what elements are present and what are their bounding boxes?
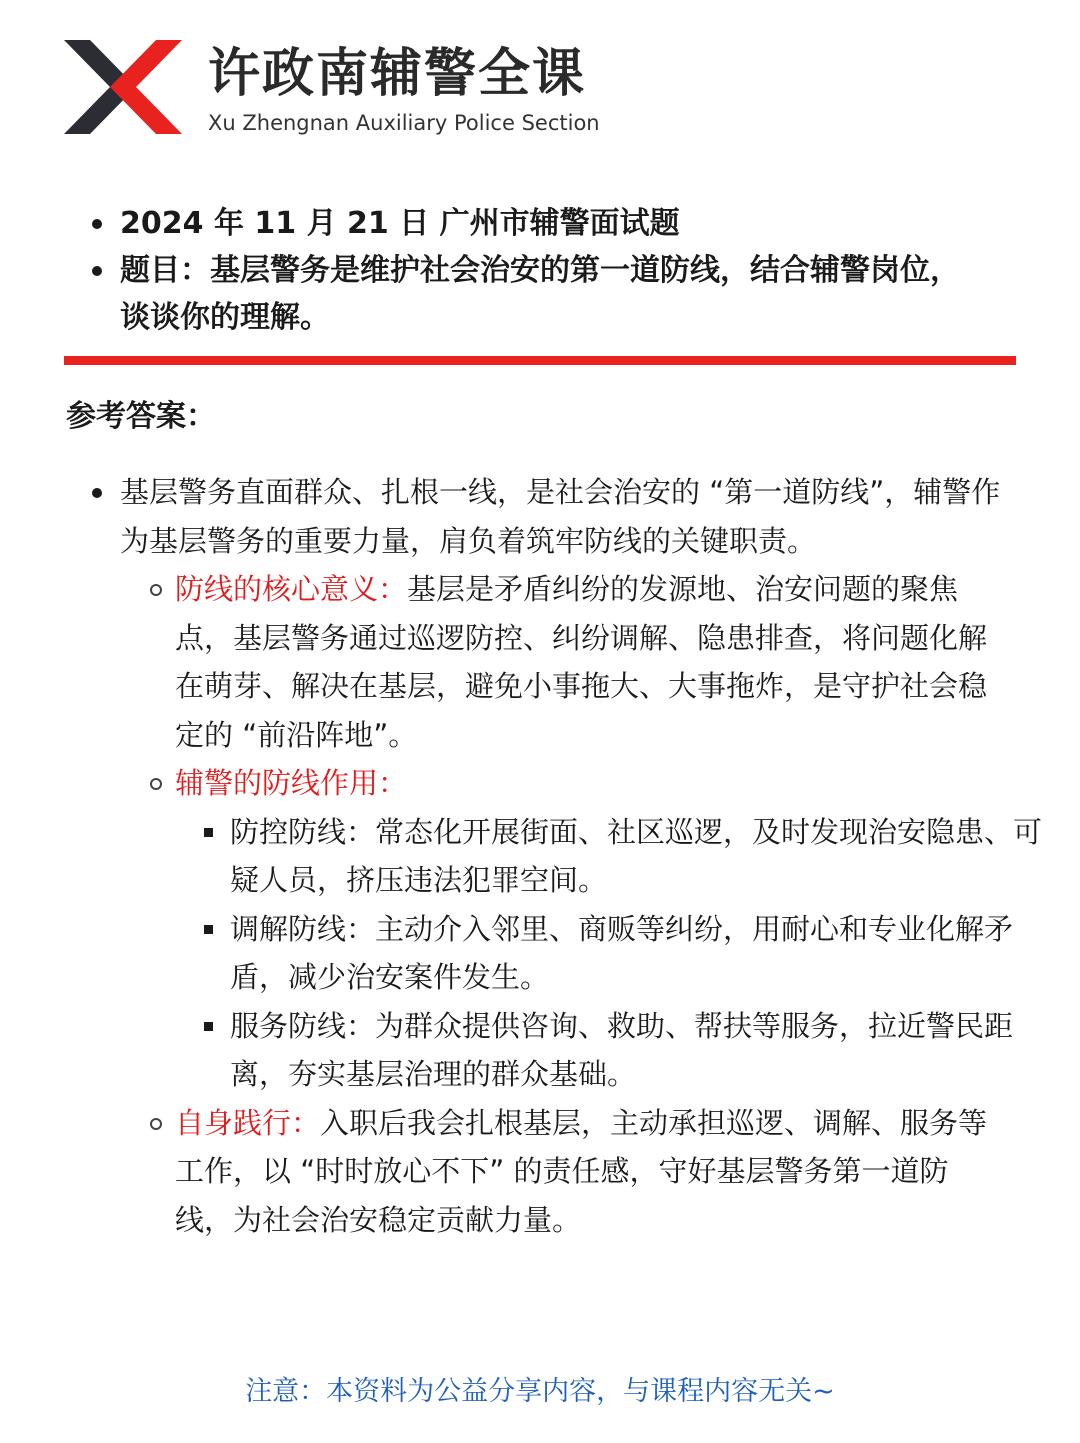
subitem-text: 调解防线：主动介入邻里、商贩等纠纷，用耐心和专业化解矛盾，减少治安案件发生。: [230, 911, 1014, 994]
bullet-square-icon: [204, 828, 213, 837]
meta-question-text: 题目：基层警务是维护社会治安的第一道防线，结合辅警岗位，谈谈你的理解。: [120, 253, 960, 335]
point-text: 基层是矛盾纠纷的发源地、治安问题的聚焦点，基层警务通过巡逻防控、纠纷调解、隐患排查，将问题化解在萌芽、解决在基层，避免小事拖大、大事拖炸，是守护社会稳定的 “前沿阵地”。: [175, 572, 988, 752]
answer-content: [88, 468, 1058, 1244]
bullet-circle-icon: [150, 778, 162, 790]
point-label: 辅警的防线作用：: [175, 766, 408, 800]
subitem-text: 防控防线：常态化开展街面、社区巡逻，及时发现治安隐患、可疑人员，挤压违法犯罪空间。: [230, 814, 1043, 897]
point-self-practice: [144, 1099, 989, 1245]
bullet-dot-icon: [92, 219, 102, 229]
subitem-prevention-line: [200, 808, 1050, 905]
brand-header: [62, 38, 622, 138]
bullet-dot-icon: [92, 266, 102, 276]
brand-logo-icon: [62, 38, 184, 136]
answer-intro-item: [88, 468, 1018, 565]
subitem-mediation-line: [200, 905, 1050, 1002]
answer-intro-text: 基层警务直面群众、扎根一线，是社会治安的 “第一道防线”，辅警作为基层警务的重要力量，肩负着筑牢防线的关键职责。: [120, 475, 1001, 558]
bullet-square-icon: [204, 925, 213, 934]
question-meta-list: [88, 200, 988, 341]
meta-item-date: [88, 200, 988, 247]
answer-title: 参考答案：: [66, 399, 216, 434]
point-text: 入职后我会扎根基层，主动承担巡逻、调解、服务等工作，以 “时时放心不下” 的责任感，守好基层警务第一道防线，为社会治安稳定贡献力量。: [175, 1105, 988, 1237]
brand-name-en: Xu Zhengnan Auxiliary Police Section: [208, 111, 600, 135]
subitem-text: 服务防线：为群众提供咨询、救助、帮扶等服务，拉近警民距离，夯实基层治理的群众基础。: [230, 1008, 1014, 1091]
red-divider: [64, 356, 1016, 365]
point-defense-role: [144, 759, 989, 808]
brand-name-cn: 许政南辅警全课: [208, 44, 587, 104]
subitem-service-line: [200, 1002, 1050, 1099]
bullet-square-icon: [204, 1022, 213, 1031]
point-label: 自身践行：: [175, 1105, 321, 1140]
footer-note: 注意：本资料为公益分享内容，与课程内容无关~: [245, 1376, 835, 1407]
bullet-circle-icon: [150, 584, 162, 596]
meta-date-text: 2024 年 11 月 21 日 广州市辅警面试题: [120, 206, 680, 241]
bullet-circle-icon: [150, 1118, 162, 1130]
point-label: 防线的核心意义：: [175, 572, 408, 606]
point-core-meaning: [144, 565, 989, 759]
bullet-dot-icon: [92, 488, 102, 498]
meta-item-question: [88, 247, 988, 341]
